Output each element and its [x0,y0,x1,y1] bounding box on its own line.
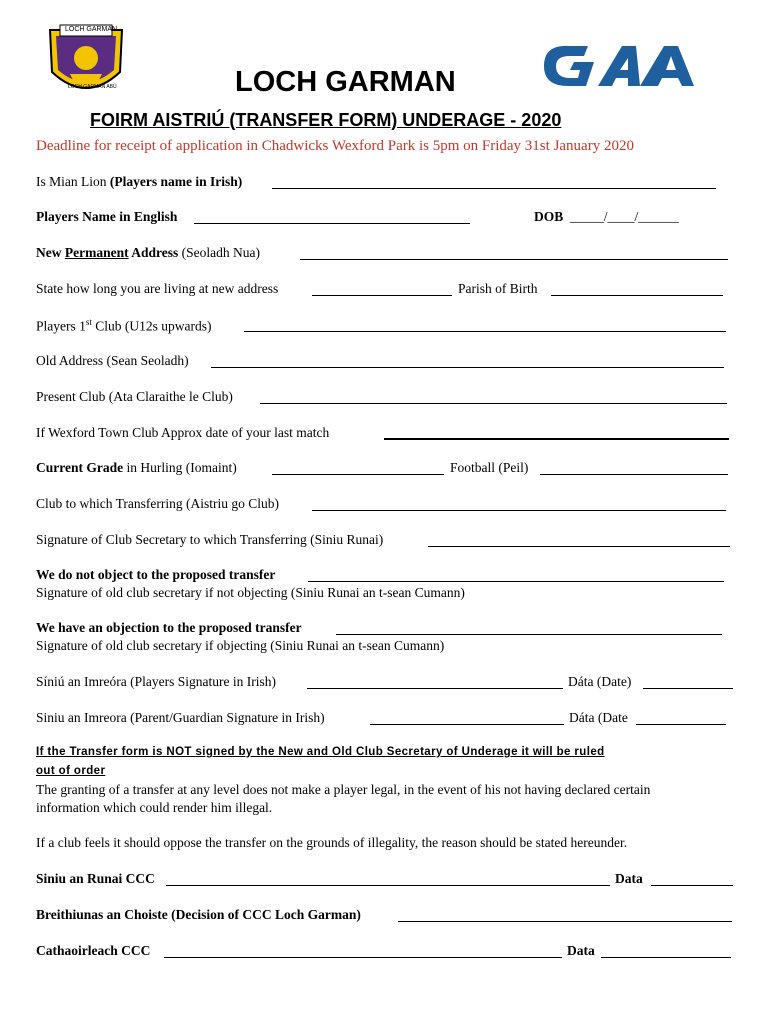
parish-input-line[interactable] [551,295,723,296]
dob-input[interactable]: _____/____/______ [570,209,679,224]
football-label: Football (Peil) [450,460,529,475]
gaa-logo [540,40,698,92]
runai-signature-line[interactable] [166,885,610,886]
first-club-prefix: Players 1 [36,318,86,334]
how-long-input-line[interactable] [312,295,452,296]
grade-bold: Current Grade [36,460,124,475]
crest-bottom-text: LOCH GARMAN ABÚ [68,84,117,90]
new-address-label [36,245,260,261]
current-grade-label [36,460,237,476]
parish-label: Parish of Birth [458,281,538,296]
grade-rest: in Hurling (Iomaint) [123,460,237,475]
warning-line-1: If the Transfer form is NOT signed by the New and Old Club Secretary of Underage it will be ruled [36,746,605,758]
form-subtitle: FOIRM AISTRIÚ (TRANSFER FORM) UNDERAGE - 2020 [90,110,562,130]
runai-date-line[interactable] [651,885,733,886]
warning-line-2: out of order [36,765,106,777]
granting-line-1: The granting of a transfer at any level does not make a player legal, in the event of his not having declared certain [36,782,651,797]
crest-top-text: LOCH GARMAN [65,26,118,33]
address-suffix: (Seoladh Nua) [178,245,260,260]
deadline-notice: Deadline for receipt of application in Chadwicks Wexford Park is 5pm on Friday 31st January 2020 [36,138,634,154]
irish-name-prefix: Is Mian Lion [36,174,110,189]
first-club-suffix: Club (U12s upwards) [91,318,212,334]
address-prefix: New [36,245,65,260]
hurling-grade-input-line[interactable] [272,474,444,475]
decision-input-line[interactable] [398,921,732,922]
oppose-note: If a club feels it should oppose the transfer on the grounds of illegality, the reason should be stated hereunder. [36,835,628,850]
new-secretary-signature-label: Signature of Club Secretary to which Transferring (Siniu Runai) [36,532,384,547]
wexford-town-label: If Wexford Town Club Approx date of your last match [36,425,330,440]
first-club-sup: st [85,317,92,327]
address-underlined: Permanent [64,245,129,260]
cathaoirleach-label: Cathaoirleach CCC [36,943,151,958]
how-long-label: State how long you are living at new address [36,281,279,296]
parent-signature-line[interactable] [370,724,564,725]
loch-garman-crest-logo [40,22,132,100]
runai-label: Siniu an Runai CCC [36,871,155,886]
english-name-label: Players Name in English [36,209,178,224]
first-club-label [36,317,212,335]
english-name-input-line[interactable] [194,223,470,224]
objection-sub-label: Signature of old club secretary if objecting (Siniu Runai an t-sean Cumann) [36,638,445,653]
runai-date-label: Data [615,871,643,886]
player-date-line[interactable] [643,688,733,689]
decision-label: Breithiunas an Choiste (Decision of CCC Loch Garman) [36,907,361,922]
no-objection-label: We do not object to the proposed transfer [36,567,276,582]
new-secretary-signature-line[interactable] [428,546,730,547]
cathaoirleach-signature-line[interactable] [164,957,562,958]
player-signature-line[interactable] [307,688,563,689]
first-club-input-line[interactable] [244,331,726,332]
wexford-town-input-line[interactable] [384,438,729,440]
cathaoirleach-date-label: Data [567,943,595,958]
irish-name-bold: (Players name in Irish) [109,174,243,189]
parent-date-line[interactable] [636,724,726,725]
dob-label: DOB [534,209,564,224]
transferring-club-input-line[interactable] [312,510,726,511]
new-address-input-line[interactable] [300,259,728,260]
parent-date-label: Dáta (Date [569,710,628,725]
player-date-label: Dáta (Date) [568,674,632,689]
objection-signature-line[interactable] [336,634,722,635]
player-signature-label: Síniú an Imreóra (Players Signature in Irish) [36,674,276,689]
page-title: LOCH GARMAN [235,66,456,98]
old-address-label: Old Address (Sean Seoladh) [36,353,189,368]
irish-name-label [36,174,242,190]
parent-signature-label: Siniu an Imreora (Parent/Guardian Signature in Irish) [36,710,325,725]
cathaoirleach-date-line[interactable] [601,957,731,958]
objection-label: We have an objection to the proposed transfer [36,620,302,635]
no-objection-signature-line[interactable] [308,581,724,582]
present-club-label: Present Club (Ata Claraithe le Club) [36,389,233,404]
no-objection-sub-label: Signature of old club secretary if not objecting (Siniu Runai an t-sean Cumann) [36,585,465,600]
transferring-club-label: Club to which Transferring (Aistriu go Club) [36,496,279,511]
irish-name-input-line[interactable] [272,188,716,189]
granting-line-2: information which could render him illegal. [36,800,273,815]
football-grade-input-line[interactable] [540,474,728,475]
old-address-input-line[interactable] [211,367,724,368]
address-bold-rest: Address [128,245,179,260]
present-club-input-line[interactable] [260,403,727,404]
